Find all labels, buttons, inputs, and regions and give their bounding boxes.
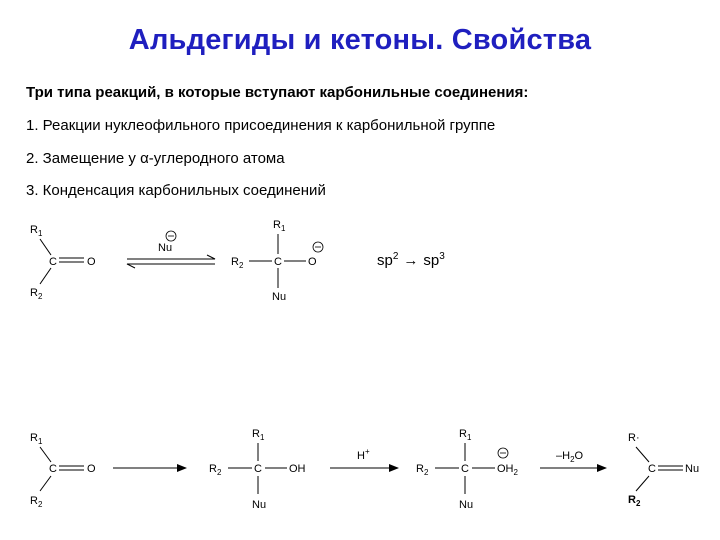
r1-label: $R_1$ [30, 224, 43, 238]
carbon-label: C [274, 256, 282, 268]
nucleophile-label: Nu [272, 291, 287, 303]
r2-label: $R_2$ [628, 494, 641, 508]
dehydration-label: $-H_2O$ [556, 450, 584, 464]
carbon-label: C [648, 463, 656, 475]
proton-label: H+ [357, 447, 370, 462]
list-item-2: 2. Замещение у α-углеродного атома [26, 150, 285, 167]
nucleophile-label: Nu [685, 463, 700, 475]
bond-r1-c [40, 239, 51, 255]
hybridization-text: $sp^2 \to sp^3$ [377, 251, 445, 269]
nucleophile-label: Nu [158, 242, 173, 254]
r1-label: $R_1$ [30, 432, 43, 446]
r2-label: $R_2$ [209, 463, 222, 477]
forward-arrow [127, 255, 215, 259]
carbon-label: C [49, 256, 57, 268]
slide-title: Альдегиды и кетоны. Свойства [128, 24, 592, 56]
list-item-3: 3. Конденсация карбонильных соединений [26, 182, 326, 199]
r1-label: $R_1$ [273, 219, 286, 233]
hydroxyl-label: OH [289, 463, 306, 475]
nucleophile-label: Nu [252, 499, 267, 511]
carbon-label: C [254, 463, 262, 475]
scheme-2 [30, 428, 699, 511]
nucleophile-label: Nu [459, 499, 474, 511]
carbon-label: C [49, 463, 57, 475]
r2-label: $R_2$ [231, 256, 244, 270]
oxonium-label: $OH_2$ [497, 463, 518, 477]
intro-text: Три типа реакций, в которые вступают карбонильные соединения: [26, 84, 529, 101]
oxygen-label: O [87, 256, 96, 268]
r1-label: $R_1$ [459, 428, 472, 442]
carbon-label: C [461, 463, 469, 475]
r2-label: $R_2$ [30, 495, 43, 509]
bond-c-r2 [40, 268, 51, 284]
r2-label: $R_2$ [416, 463, 429, 477]
r2-label: $R_2$ [30, 287, 43, 301]
scheme-1 [30, 219, 445, 303]
r-dot-label: R· [628, 432, 640, 444]
list-item-1: 1. Реакции нуклеофильного присоединения к карбонильной группе [26, 117, 496, 134]
oxygen-label: O [87, 463, 96, 475]
oxygen-label: O [308, 256, 317, 268]
reverse-arrow [127, 264, 215, 268]
r1-label: $R_1$ [252, 428, 265, 442]
